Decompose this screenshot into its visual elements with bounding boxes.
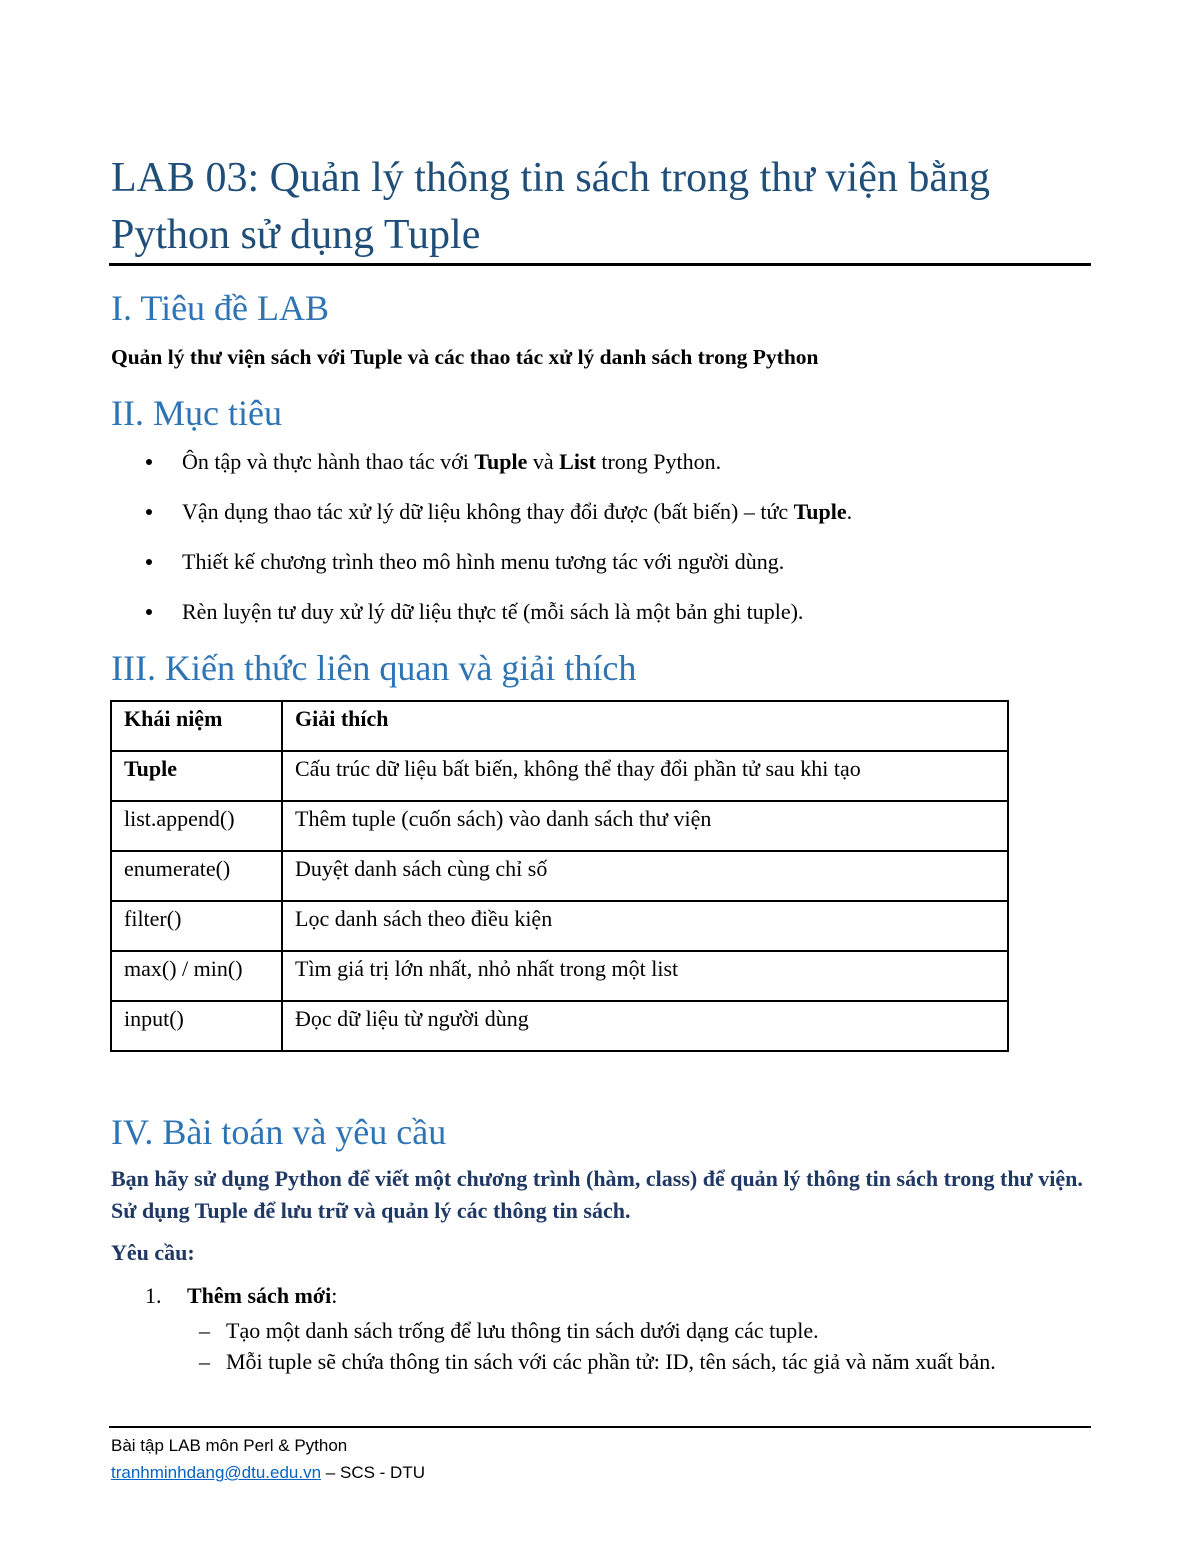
- table-row: [111, 801, 1008, 851]
- table-row: [111, 751, 1008, 801]
- requirement-label: Thêm sách mới: [187, 1283, 332, 1308]
- table-cell: Thêm tuple (cuốn sách) vào danh sách thư viện: [282, 801, 1008, 851]
- list-item: Thiết kế chương trình theo mô hình menu tương tác với người dùng.: [140, 548, 852, 598]
- section-1-heading: I. Tiêu đề LAB: [111, 288, 330, 328]
- bullet-icon: [146, 609, 152, 615]
- requirement-number: 1.: [145, 1283, 162, 1308]
- table-cell: Duyệt danh sách cùng chỉ số: [282, 851, 1008, 901]
- table-row: [111, 951, 1008, 1001]
- table-header-cell: Khái niệm: [111, 701, 282, 751]
- table-cell: Cấu trúc dữ liệu bất biến, không thể thay đổi phần tử sau khi tạo: [282, 751, 1008, 801]
- requirement-points: [199, 1315, 1079, 1377]
- table-cell: max() / min(): [111, 951, 282, 1001]
- section-2-heading: II. Mục tiêu: [111, 393, 282, 433]
- table-cell: Tìm giá trị lớn nhất, nhỏ nhất trong một list: [282, 951, 1008, 1001]
- list-item: Rèn luyện tư duy xử lý dữ liệu thực tế (mỗi sách là một bản ghi tuple).: [140, 598, 852, 648]
- objectives-list: [140, 448, 852, 648]
- lab-subtitle: Quản lý thư viện sách với Tuple và các thao tác xử lý danh sách trong Python: [111, 345, 819, 369]
- title-underline: [109, 263, 1091, 266]
- table-cell: Tuple: [111, 751, 282, 801]
- bullet-icon: [146, 509, 152, 515]
- table-cell: list.append(): [111, 801, 282, 851]
- dash-bullet: –: [199, 1318, 210, 1343]
- list-item: – Mỗi tuple sẽ chứa thông tin sách với các phần tử: ID, tên sách, tác giả và năm xuất bản.: [199, 1346, 1079, 1377]
- table-cell: filter(): [111, 901, 282, 951]
- table-header-cell: Giải thích: [282, 701, 1008, 751]
- footer-email-link[interactable]: tranhminhdang@dtu.edu.vn: [111, 1463, 322, 1482]
- footer-course: Bài tập LAB môn Perl & Python: [111, 1436, 348, 1455]
- document-title: LAB 03: Quản lý thông tin sách trong thư viện bằng Python sử dụng Tuple: [111, 155, 990, 258]
- footer-divider: [109, 1426, 1091, 1428]
- list-item: Ôn tập và thực hành thao tác với Tuple và List trong Python.: [140, 448, 852, 498]
- section-4-heading: IV. Bài toán và yêu cầu: [111, 1112, 447, 1152]
- table-cell: Lọc danh sách theo điều kiện: [282, 901, 1008, 951]
- bullet-icon: [146, 559, 152, 565]
- bullet-icon: [146, 459, 152, 465]
- concepts-table: [110, 700, 1009, 1052]
- list-item: Vận dụng thao tác xử lý dữ liệu không thay đổi được (bất biến) – tức Tuple.: [140, 498, 852, 548]
- table-row: [111, 901, 1008, 951]
- requirement-item-1: 1. Thêm sách mới:: [145, 1281, 337, 1311]
- dash-bullet: –: [199, 1349, 210, 1374]
- table-row: [111, 1001, 1008, 1051]
- task-description: Bạn hãy sử dụng Python để viết một chương trình (hàm, class) để quản lý thông tin sách trong thư viện. Sử dụng Tuple để lưu trữ và quản lý các thông tin sách.: [111, 1166, 1083, 1223]
- section-3-heading: III. Kiến thức liên quan và giải thích: [111, 648, 637, 688]
- table-row: [111, 851, 1008, 901]
- requirements-label: Yêu cầu:: [111, 1240, 195, 1265]
- table-cell: enumerate(): [111, 851, 282, 901]
- table-header-row: [111, 701, 1008, 751]
- page-footer: [111, 1432, 425, 1486]
- list-item: – Tạo một danh sách trống để lưu thông tin sách dưới dạng các tuple.: [199, 1315, 1079, 1346]
- table-cell: input(): [111, 1001, 282, 1051]
- footer-org: – SCS - DTU: [321, 1463, 425, 1482]
- table-cell: Đọc dữ liệu từ người dùng: [282, 1001, 1008, 1051]
